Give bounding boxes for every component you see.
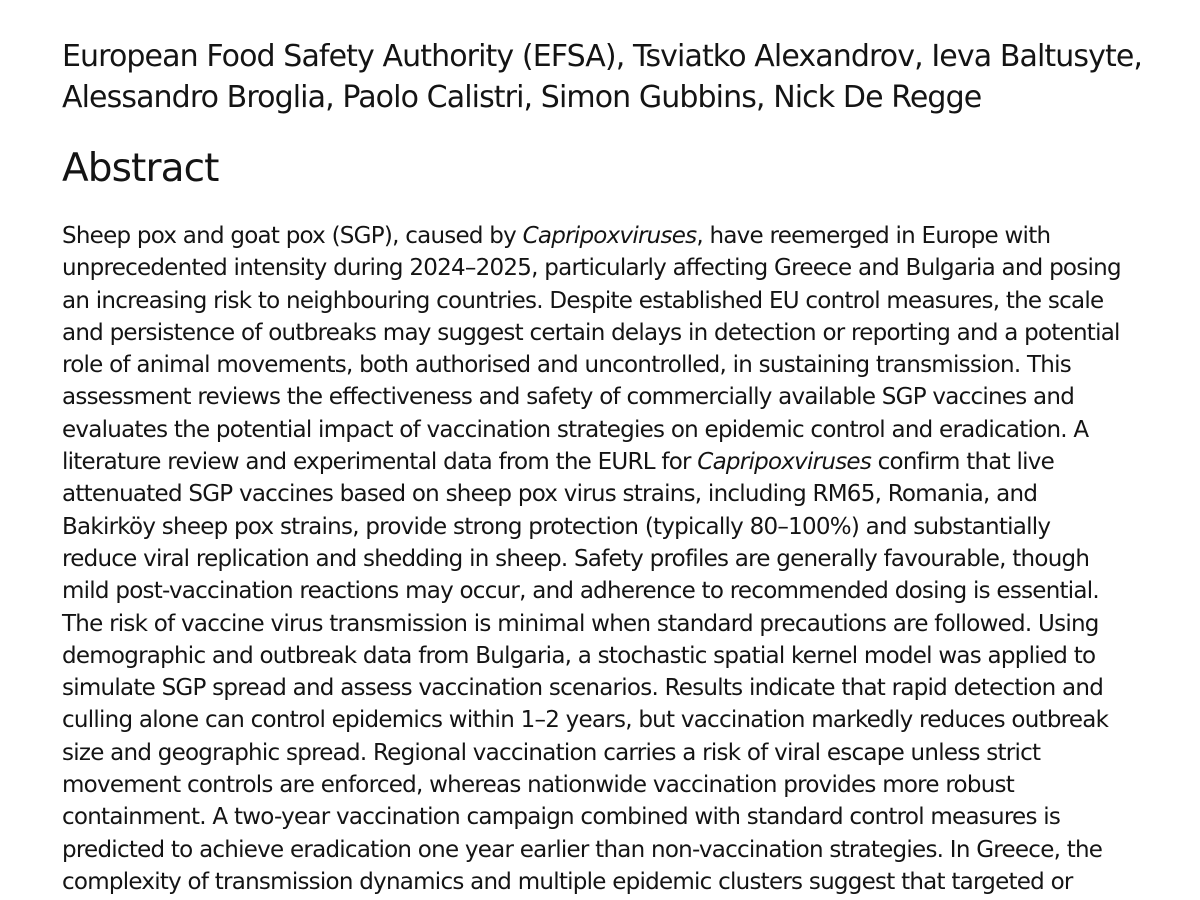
text-line: complexity of transmission dynamics and multiple epidemic clusters suggest that targeted or: [62, 868, 1073, 895]
text-line: unprecedented intensity during 2024–2025, particularly affecting Greece and Bulgaria and posing: [62, 255, 1121, 282]
text-line: containment. A two-year vaccination campaign combined with standard control measures is: [62, 804, 1061, 831]
text-line: literature review and experimental data from the EURL for Capripoxviruses confirm that live: [62, 449, 1054, 476]
abstract-heading: Abstract: [62, 146, 219, 191]
text-line: movement controls are enforced, whereas nationwide vaccination provides more robust: [62, 772, 1015, 799]
text-line: assessment reviews the effectiveness and safety of commercially available SGP vaccines and: [62, 384, 1075, 411]
text-line: attenuated SGP vaccines based on sheep pox virus strains, including RM65, Romania, and: [62, 481, 1038, 508]
author-line: [62, 36, 1142, 118]
text-line: culling alone can control epidemics within 1–2 years, but vaccination markedly reduces outbreak: [62, 707, 1109, 734]
text-line: simulate SGP spread and assess vaccination scenarios. Results indicate that rapid detection and: [62, 675, 1104, 702]
abstract-text: [62, 220, 1142, 898]
text-line: Alessandro Broglia, Paolo Calistri, Simon Gubbins, Nick De Regge: [62, 80, 982, 115]
text-line: size and geographic spread. Regional vaccination carries a risk of viral escape unless strict: [62, 739, 1041, 766]
text-line: role of animal movements, both authorised and uncontrolled, in sustaining transmission. This: [62, 352, 1071, 379]
text-line: evaluates the potential impact of vaccination strategies on epidemic control and eradication. A: [62, 416, 1089, 443]
text-line: Sheep pox and goat pox (SGP), caused by Capripoxviruses, have reemerged in Europe with: [62, 223, 1051, 249]
text-line: European Food Safety Authority (EFSA), Tsviatko Alexandrov, Ieva Baltusyte,: [62, 39, 1143, 74]
text-line: predicted to achieve eradication one year earlier than non-vaccination strategies. In Greece, the: [62, 836, 1103, 863]
text-line: The risk of vaccine virus transmission is minimal when standard precautions are followed. Using: [62, 610, 1099, 637]
text-line: an increasing risk to neighbouring countries. Despite established EU control measures, the scale: [62, 287, 1104, 314]
text-line: and persistence of outbreaks may suggest certain delays in detection or reporting and a potential: [62, 319, 1120, 346]
text-line: demographic and outbreak data from Bulgaria, a stochastic spatial kernel model was applied to: [62, 642, 1096, 669]
text-line: reduce viral replication and shedding in sheep. Safety profiles are generally favourable, though: [62, 545, 1090, 572]
text-line: Bakirköy sheep pox strains, provide strong protection (typically 80–100%) and substantially: [62, 513, 1051, 540]
text-line: mild post-vaccination reactions may occur, and adherence to recommended dosing is essential.: [62, 578, 1099, 605]
